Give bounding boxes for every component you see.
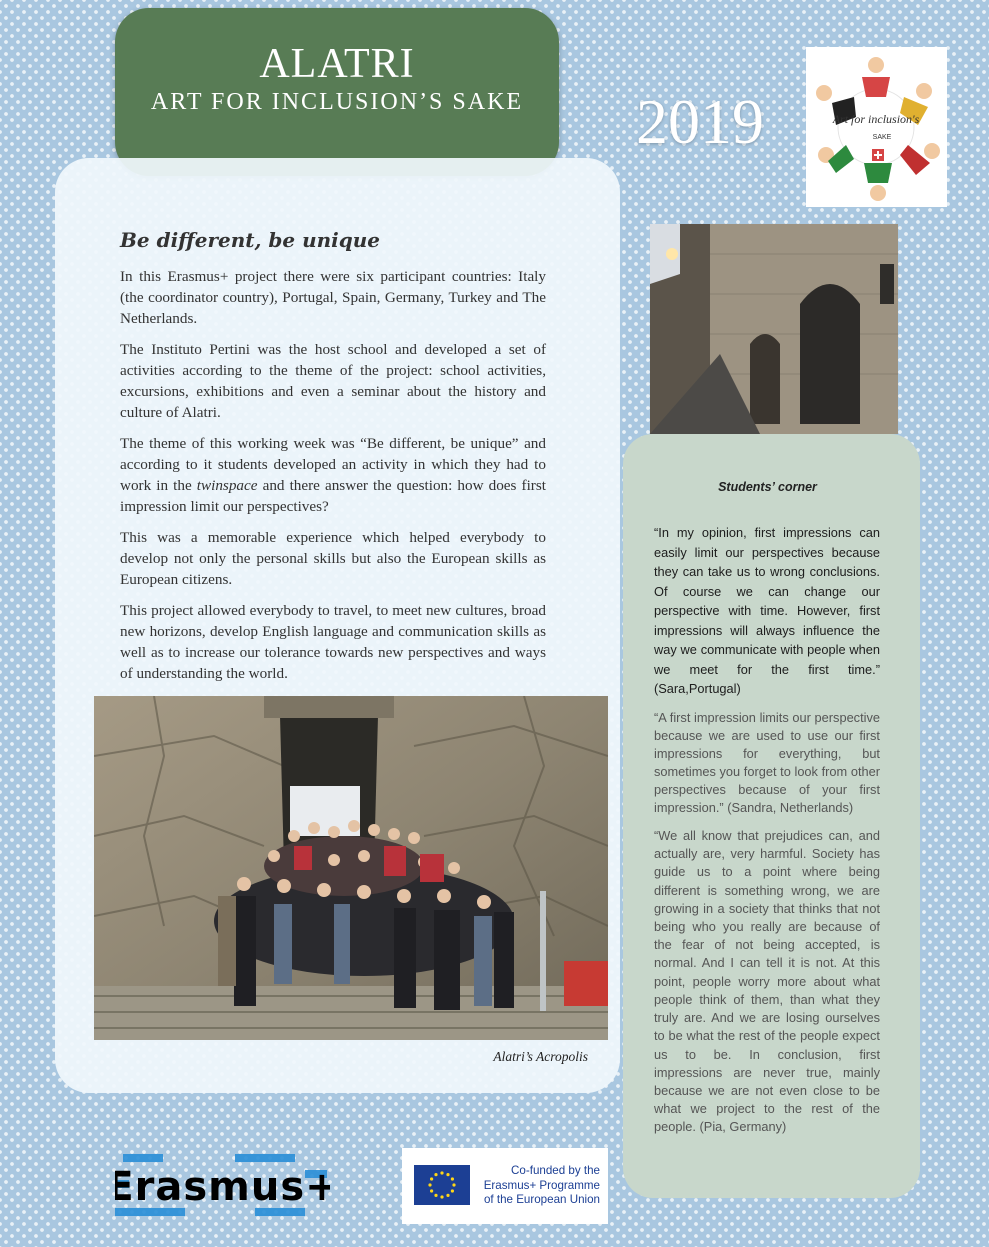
article-paragraph: In this Erasmus+ project there were six participant countries: Italy (the coordinator country), Portugal, Spain, Germany, Turkey and The Netherlands. — [120, 268, 546, 327]
twinspace-term: twinspace — [196, 477, 258, 494]
acropolis-photo — [94, 696, 608, 1040]
street-photo — [650, 224, 898, 434]
project-logo — [806, 47, 947, 207]
page-subtitle: ART FOR INCLUSION’S SAKE — [150, 89, 524, 115]
article-body — [120, 266, 546, 694]
student-quote: “In my opinion, first impressions can easily limit our perspectives because they can take us to wrong conclusions. Of course we can change our perspective with time. However, first impressions will always influence the way we communicate with people when we meet for the first time.” (Sara,Portugal) — [654, 525, 880, 696]
paragraph-text: The theme of this working week was “Be different, be unique” and according to it students developed an activity in which they had to work in the — [120, 435, 546, 494]
article-paragraph: This project allowed everybody to travel, to meet new cultures, broad new horizons, develop English language and communication skills as well as to increase our tolerance towards new perspectives and ways of understanding the world. — [120, 602, 546, 682]
eu-cofunded-text — [474, 1164, 600, 1208]
erasmus-logo-text: Erasmus+ — [115, 1164, 330, 1210]
article-heading: Be different, be unique — [120, 228, 381, 252]
children-circle-logo-icon — [806, 47, 947, 207]
paragraph-text: and there answer the question: how does first impression limit our perspectives? — [120, 477, 546, 515]
student-quote: “We all know that prejudices can, and actually are, very harmful. Society has guide us to a point where being different is something wrong, we are growing in a society that thinks that not being who you really are because of the fear of not being accepted, is normal. And I can tell it is not. At this point, people worry more about what people think of them, than what they truly are. And we are losing ourselves to be what the rest of the people expect us to be. In conclusion, first impressions are never true, mainly because we are not even close to be what we project to the rest of the people. (Pia, Germany) — [654, 828, 880, 1135]
logo-text-line2: SAKE — [872, 134, 892, 141]
logo-text-line1: Art for inclusion's — [832, 112, 920, 126]
eu-flag-icon — [414, 1165, 470, 1205]
article-paragraph: This was a memorable experience which helped everybody to develop not only the personal skills but also the European skills as European citizens. — [120, 529, 546, 588]
eu-text-line: Erasmus+ Programme — [483, 1178, 600, 1192]
erasmus-logo — [115, 1150, 330, 1220]
students-corner-quotes — [654, 523, 880, 1147]
student-quote: “A first impression limits our perspective because we are used to use our first impressions for everything, but sometimes you forget to look from other perspectives because of your first impression.” (Sandra, Netherlands) — [654, 709, 880, 815]
eu-text-line: of the European Union — [483, 1193, 600, 1206]
article-paragraph: The Instituto Pertini was the host school and developed a set of activities according to the theme of the project: school activities, excursions, exhibitions and even a seminar about the history and culture of Alatri. — [120, 341, 546, 421]
year-label: 2019 — [636, 86, 764, 157]
page-title: ALATRI — [259, 41, 415, 87]
students-corner-title: Students’ corner — [718, 480, 817, 494]
eu-text-line: Co-funded by the — [511, 1164, 600, 1177]
article-paragraph — [120, 433, 546, 517]
photo-caption: Alatri’s Acropolis — [493, 1049, 588, 1064]
